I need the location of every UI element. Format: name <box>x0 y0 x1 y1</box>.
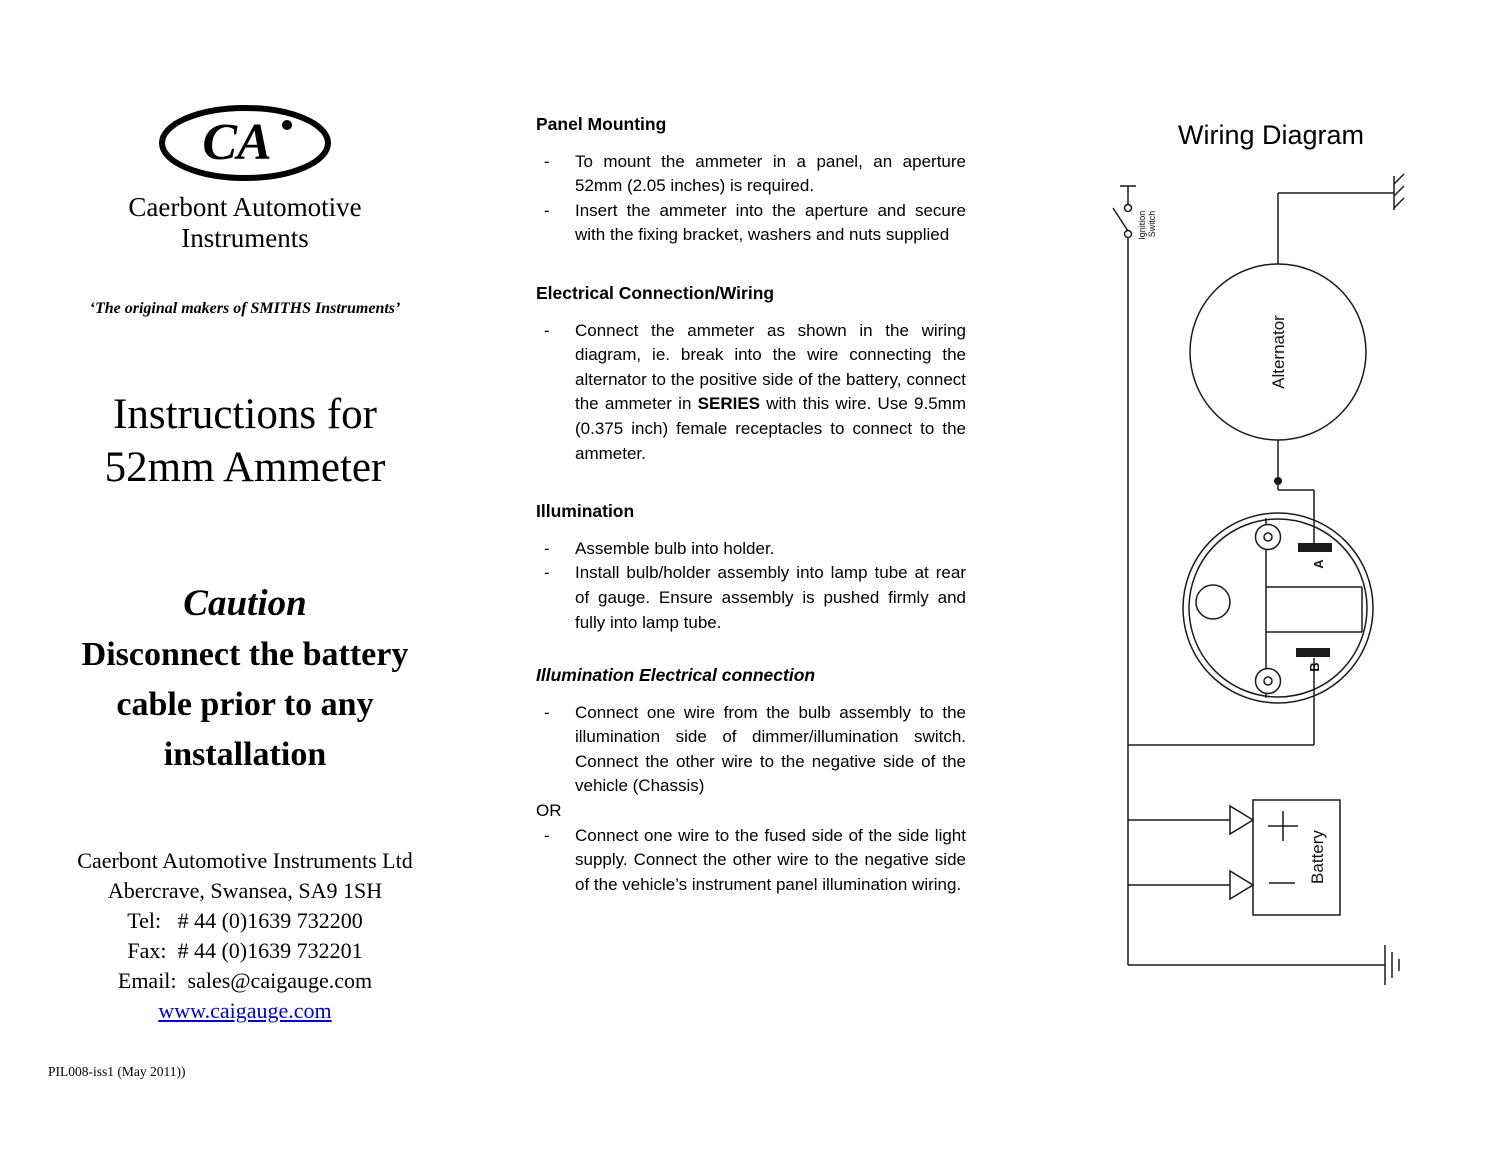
bullet-dash: - <box>544 151 550 171</box>
list-item-text: To mount the ammeter in a panel, an aperture 52mm (2.05 inches) is required. <box>575 151 966 196</box>
ignition-switch-label: Ignition Switch <box>1137 210 1157 240</box>
ground-symbol-bottom <box>1385 945 1399 985</box>
list-item <box>536 199 966 248</box>
address-fax: Fax: # 44 (0)1639 732201 <box>127 938 363 963</box>
list-item <box>536 561 966 635</box>
alternator-label: Alternator <box>1269 315 1288 389</box>
ammeter-rear-view <box>1183 513 1373 703</box>
terminal-b <box>1296 648 1330 657</box>
list-item-text: Connect the ammeter as shown in the wiring diagram, ie. break into the wire connecting the alternator to the positive side of the battery, connect the ammeter in SERIES with this wire. Use 9.5mm (0.375 inch) female receptacles to connect to the ammeter. <box>575 320 966 463</box>
bullet-dash: - <box>544 200 550 220</box>
address-tel: Tel: # 44 (0)1639 732200 <box>127 908 363 933</box>
bullet-dash: - <box>544 825 550 845</box>
terminal-b-label: B <box>1307 662 1322 672</box>
or-label: OR <box>536 801 562 821</box>
alternator-symbol <box>1190 264 1366 440</box>
document-title: Instructions for 52mm Ammeter <box>104 391 386 491</box>
company-tagline: ‘The original makers of SMITHS Instruments’ <box>89 300 401 317</box>
series-emphasis: SERIES <box>697 394 761 414</box>
spade-connector-positive <box>1230 806 1253 834</box>
junction-dot <box>1274 477 1282 485</box>
caution-text: Disconnect the battery cable prior to any installation <box>81 636 409 773</box>
wiring-diagram <box>1060 100 1472 1020</box>
list-item-text: Install bulb/holder assembly into lamp tube at rear of gauge. Ensure assembly is pushed firmly and fully into lamp tube. <box>575 563 966 632</box>
battery-symbol <box>1230 800 1340 915</box>
list-item <box>536 537 966 562</box>
list-item-text: Connect one wire from the bulb assembly to the illumination side of dimmer/illumination switch. Connect the other wire to the negative side of the vehicle (Chassis) <box>575 702 966 796</box>
section-illumination-electrical <box>536 663 966 897</box>
list-item-text: Assemble bulb into holder. <box>575 538 775 558</box>
terminal-a <box>1298 543 1332 552</box>
address-block <box>38 846 452 1026</box>
section-panel-mounting <box>536 112 966 248</box>
battery-label: Battery <box>1308 830 1327 884</box>
list-item-text: Connect one wire to the fused side of the side light supply. Connect the other wire to the negative side of the vehicle’s instrument panel illumination wiring. <box>575 825 966 894</box>
list-item <box>536 824 966 898</box>
address-email: Email: sales@caigauge.com <box>117 968 373 993</box>
section-heading: Illumination Electrical connection <box>536 665 816 686</box>
website-link[interactable]: www.caigauge.com <box>158 998 332 1023</box>
list-item <box>536 150 966 199</box>
document-reference: PIL008-iss1 (May 2011)) <box>48 1064 186 1079</box>
lamp-hole <box>1196 585 1230 619</box>
section-heading: Panel Mounting <box>536 114 667 134</box>
terminal-a-label: A <box>1311 559 1326 569</box>
ignition-switch-symbol <box>1113 186 1157 240</box>
ground-symbol-top <box>1394 174 1404 210</box>
instructions-column <box>536 112 966 930</box>
left-column <box>38 104 452 1026</box>
address-location: Abercrave, Swansea, SA9 1SH <box>107 878 383 903</box>
list-item-text: Insert the ammeter into the aperture and secure with the fixing bracket, washers and nuts supplied <box>575 200 966 245</box>
section-heading: Electrical Connection/Wiring <box>536 282 775 303</box>
bullet-dash: - <box>544 538 550 558</box>
address-company: Caerbont Automotive Instruments Ltd <box>77 848 413 873</box>
bullet-dash: - <box>544 702 550 722</box>
caution-heading: Caution <box>183 583 307 624</box>
list-item <box>536 701 966 799</box>
company-logo-icon <box>157 104 333 182</box>
section-heading: Illumination <box>536 501 635 522</box>
list-item <box>536 319 966 467</box>
section-electrical-connection <box>536 281 966 466</box>
logo-monogram: CA <box>202 114 272 171</box>
bullet-dash: - <box>544 320 550 340</box>
company-name: Caerbont Automotive Instruments <box>128 192 362 253</box>
section-illumination <box>536 499 966 635</box>
wiring-diagram-title: Wiring Diagram <box>1178 120 1365 150</box>
bullet-dash: - <box>544 563 550 583</box>
spade-connector-negative <box>1230 871 1253 899</box>
